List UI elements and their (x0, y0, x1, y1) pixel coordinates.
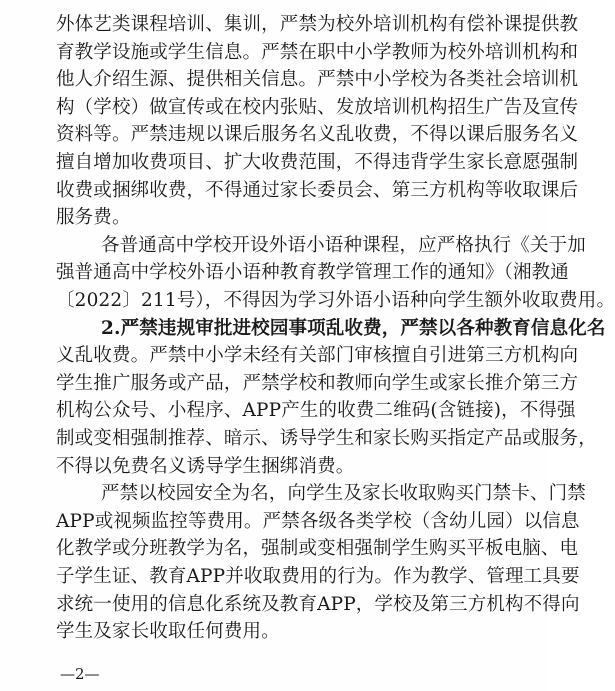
paragraph-line: 制或变相强制推荐、暗示、诱导学生和家长购买指定产品或服务， (56, 428, 597, 449)
paragraph-line: 各普通高中学校开设外语小语种课程，应严格执行《关于加 (101, 234, 586, 256)
paragraph-line: 不得以免费名义诱导学生捆绑消费。 (56, 455, 355, 477)
paragraph-line: APP或视频监控等费用。严禁各级各类学校（含幼儿园）以信息 (56, 510, 580, 532)
paragraph-line: 子学生证、教育APP并收取费用的行为。作为教学、管理工具要 (56, 566, 580, 587)
paragraph-line: 求统一使用的信息化系统及教育APP，学校及第三方机构不得向 (56, 593, 580, 615)
paragraph-line: 化教学或分班教学为名，强制或变相强制学生购买平板电脑、电 (56, 538, 579, 560)
paragraph-line: 育教学设施或学生信息。严禁在职中小学教师为校外培训机构和 (56, 41, 579, 63)
paragraph-line: 〔2022〕211号），不得因为学习外语小语种向学生额外收取费用。 (56, 290, 615, 311)
page-number: —2— (60, 665, 100, 683)
section-heading-line: 2.严禁违规审批进校园事项乱收费，严禁以各种教育信息化名 (101, 317, 606, 339)
paragraph-line: 强普通高中学校外语小语种教育教学管理工作的通知》（湘教通 (56, 262, 569, 284)
paragraph-line: 擅自增加收费项目、扩大收费范围，不得违背学生家长意愿强制 (56, 152, 579, 173)
paragraph-line: 严禁以校园安全为名，向学生及家长收取购买门禁卡、门禁 (101, 483, 586, 505)
paragraph-line: 外体艺类课程培训、集训，严禁为校外培训机构有偿补课提供教 (56, 14, 579, 35)
paragraph-line: 义乱收费。严禁中小学未经有关部门审核擅自引进第三方机构向 (56, 345, 579, 367)
paragraph-line: 学生及家长收取任何费用。 (56, 621, 280, 643)
paragraph-line: 构（学校）做宣传或在校内张贴、发放培训机构招生广告及宣传 (56, 96, 579, 118)
paragraph-line: 机构公众号、小程序、APP产生的收费二维码(含链接)，不得强 (56, 400, 576, 422)
paragraph-line: 资料等。严禁违规以课后服务名义乱收费，不得以课后服务名义 (56, 124, 579, 146)
paragraph-line: 收费或捆绑收费，不得通过家长委员会、第三方机构等收取课后 (56, 179, 579, 201)
paragraph-line: 服务费。 (56, 207, 131, 229)
paragraph-line: 他人介绍生源、提供相关信息。严禁中小学校为各类社会培训机 (56, 69, 579, 91)
paragraph-line: 学生推广服务或产品，严禁学校和教师向学生或家长推介第三方 (56, 372, 579, 394)
